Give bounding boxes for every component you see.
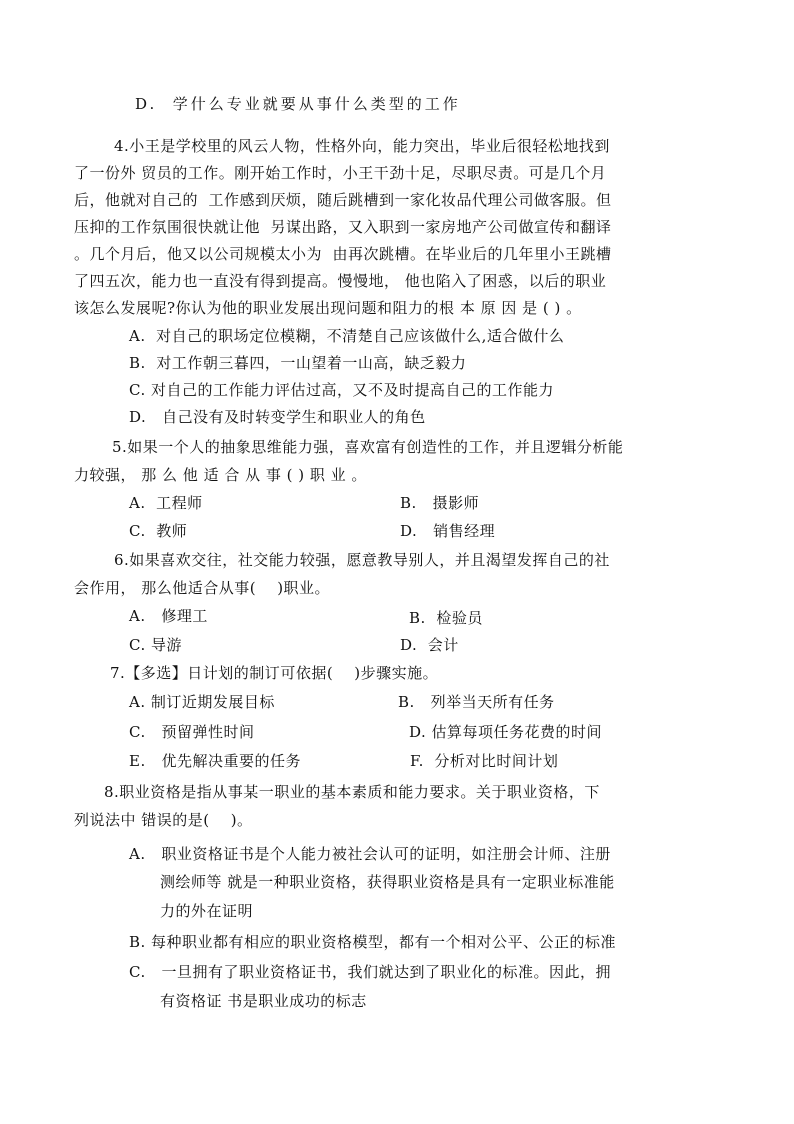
q8-option-c-line-1: C. 一旦拥有了职业资格证书，我们就达到了职业化的标准。因此，拥 (129, 963, 612, 981)
q8-stem-line-1: 8.职业资格是指从事某一职业的基本素质和能力要求。关于职业资格，下 (104, 783, 600, 801)
q6-option-a: A. 修理工 (129, 607, 208, 625)
q8-option-a-line-1: A. 职业资格证书是个人能力被社会认可的证明，如注册会计师、注册 (129, 845, 611, 863)
q8-option-a-line-3: 力的外在证明 (160, 902, 254, 920)
q7-option-e: E. 优先解决重要的任务 (129, 752, 302, 770)
q8-option-b: B. 每种职业都有相应的职业资格模型，都有一个相对公平、公正的标准 (129, 933, 617, 951)
q4-option-b: B. 对工作朝三暮四，一山望着一山高，缺乏毅力 (129, 354, 467, 372)
q5-stem-line-1: 5.如果一个人的抽象思维能力强，喜欢富有创造性的工作，并且逻辑分析能 (112, 438, 624, 456)
q4-stem-line-6: 了四五次，能力也一直没有得到提高。慢慢地， 他也陷入了困惑，以后的职业 (74, 272, 607, 290)
q6-option-b: B. 检验员 (409, 609, 483, 627)
q4-stem-line-1: 4.小王是学校里的风云人物，性格外向，能力突出，毕业后很轻松地找到 (114, 137, 610, 155)
q8-stem-line-2: 列说法中 错误的是( )。 (74, 811, 253, 829)
q4-stem-line-7: 该怎么发展呢?你认为他的职业发展出现问题和阻力的根 本 原 因 是 ( ) 。 (74, 299, 582, 317)
q6-option-d: D. 会计 (400, 636, 459, 654)
q8-option-c-line-2: 有资格证 书是职业成功的标志 (160, 992, 367, 1010)
q7-option-a: A. 制订近期发展目标 (129, 693, 275, 711)
q5-option-d: D. 销售经理 (400, 522, 496, 540)
q7-option-f: F. 分析对比时间计划 (410, 752, 559, 770)
q4-stem-line-5: 。几个月后，他又以公司规模太小为 由再次跳槽。在毕业后的几年里小王跳槽 (74, 245, 612, 263)
q4-option-d: D. 自己没有及时转变学生和职业人的角色 (129, 408, 426, 426)
q7-option-c: C. 预留弹性时间 (129, 723, 255, 741)
q5-stem-line-2: 力较强， 那 么 他 适 合 从 事 ( ) 职 业 。 (74, 466, 367, 484)
q6-option-c: C. 导游 (129, 636, 182, 654)
q6-stem-line-2: 会作用， 那么他适合从事( )职业。 (74, 579, 331, 597)
q4-option-c: C. 对自己的工作能力评估过高，又不及时提高自己的工作能力 (129, 381, 554, 399)
q7-stem: 7.【多选】日计划的制订可依据( )步骤实施。 (110, 664, 439, 682)
q7-option-b: B. 列举当天所有任务 (398, 693, 555, 711)
q5-option-b: B. 摄影师 (400, 494, 480, 512)
q5-option-c: C. 教师 (129, 522, 188, 540)
q5-option-a: A. 工程师 (129, 494, 203, 512)
previous-question-option-d: D. 学什么专业就要从事什么类型的工作 (135, 95, 461, 113)
q4-option-a: A. 对自己的职场定位模糊，不清楚自己应该做什么,适合做什么 (129, 327, 565, 345)
q4-stem-line-3: 后，他就对自己的 工作感到厌烦，随后跳槽到一家化妆品代理公司做客服。但 (74, 191, 612, 209)
q4-stem-line-2: 了一份外 贸员的工作。刚开始工作时，小王干劲十足，尽职尽责。可是几个月 (74, 164, 607, 182)
q8-option-a-line-2: 测绘师等 就是一种职业资格，获得职业资格是具有一定职业标准能 (160, 873, 615, 891)
q4-stem-line-4: 压抑的工作氛围很快就让他 另谋出路，又入职到一家房地产公司做宣传和翻译 (74, 218, 612, 236)
q6-stem-line-1: 6.如果喜欢交往，社交能力较强，愿意教导别人，并且渴望发挥自己的社 (114, 551, 610, 569)
q7-option-d: D. 估算每项任务花费的时间 (409, 723, 603, 741)
